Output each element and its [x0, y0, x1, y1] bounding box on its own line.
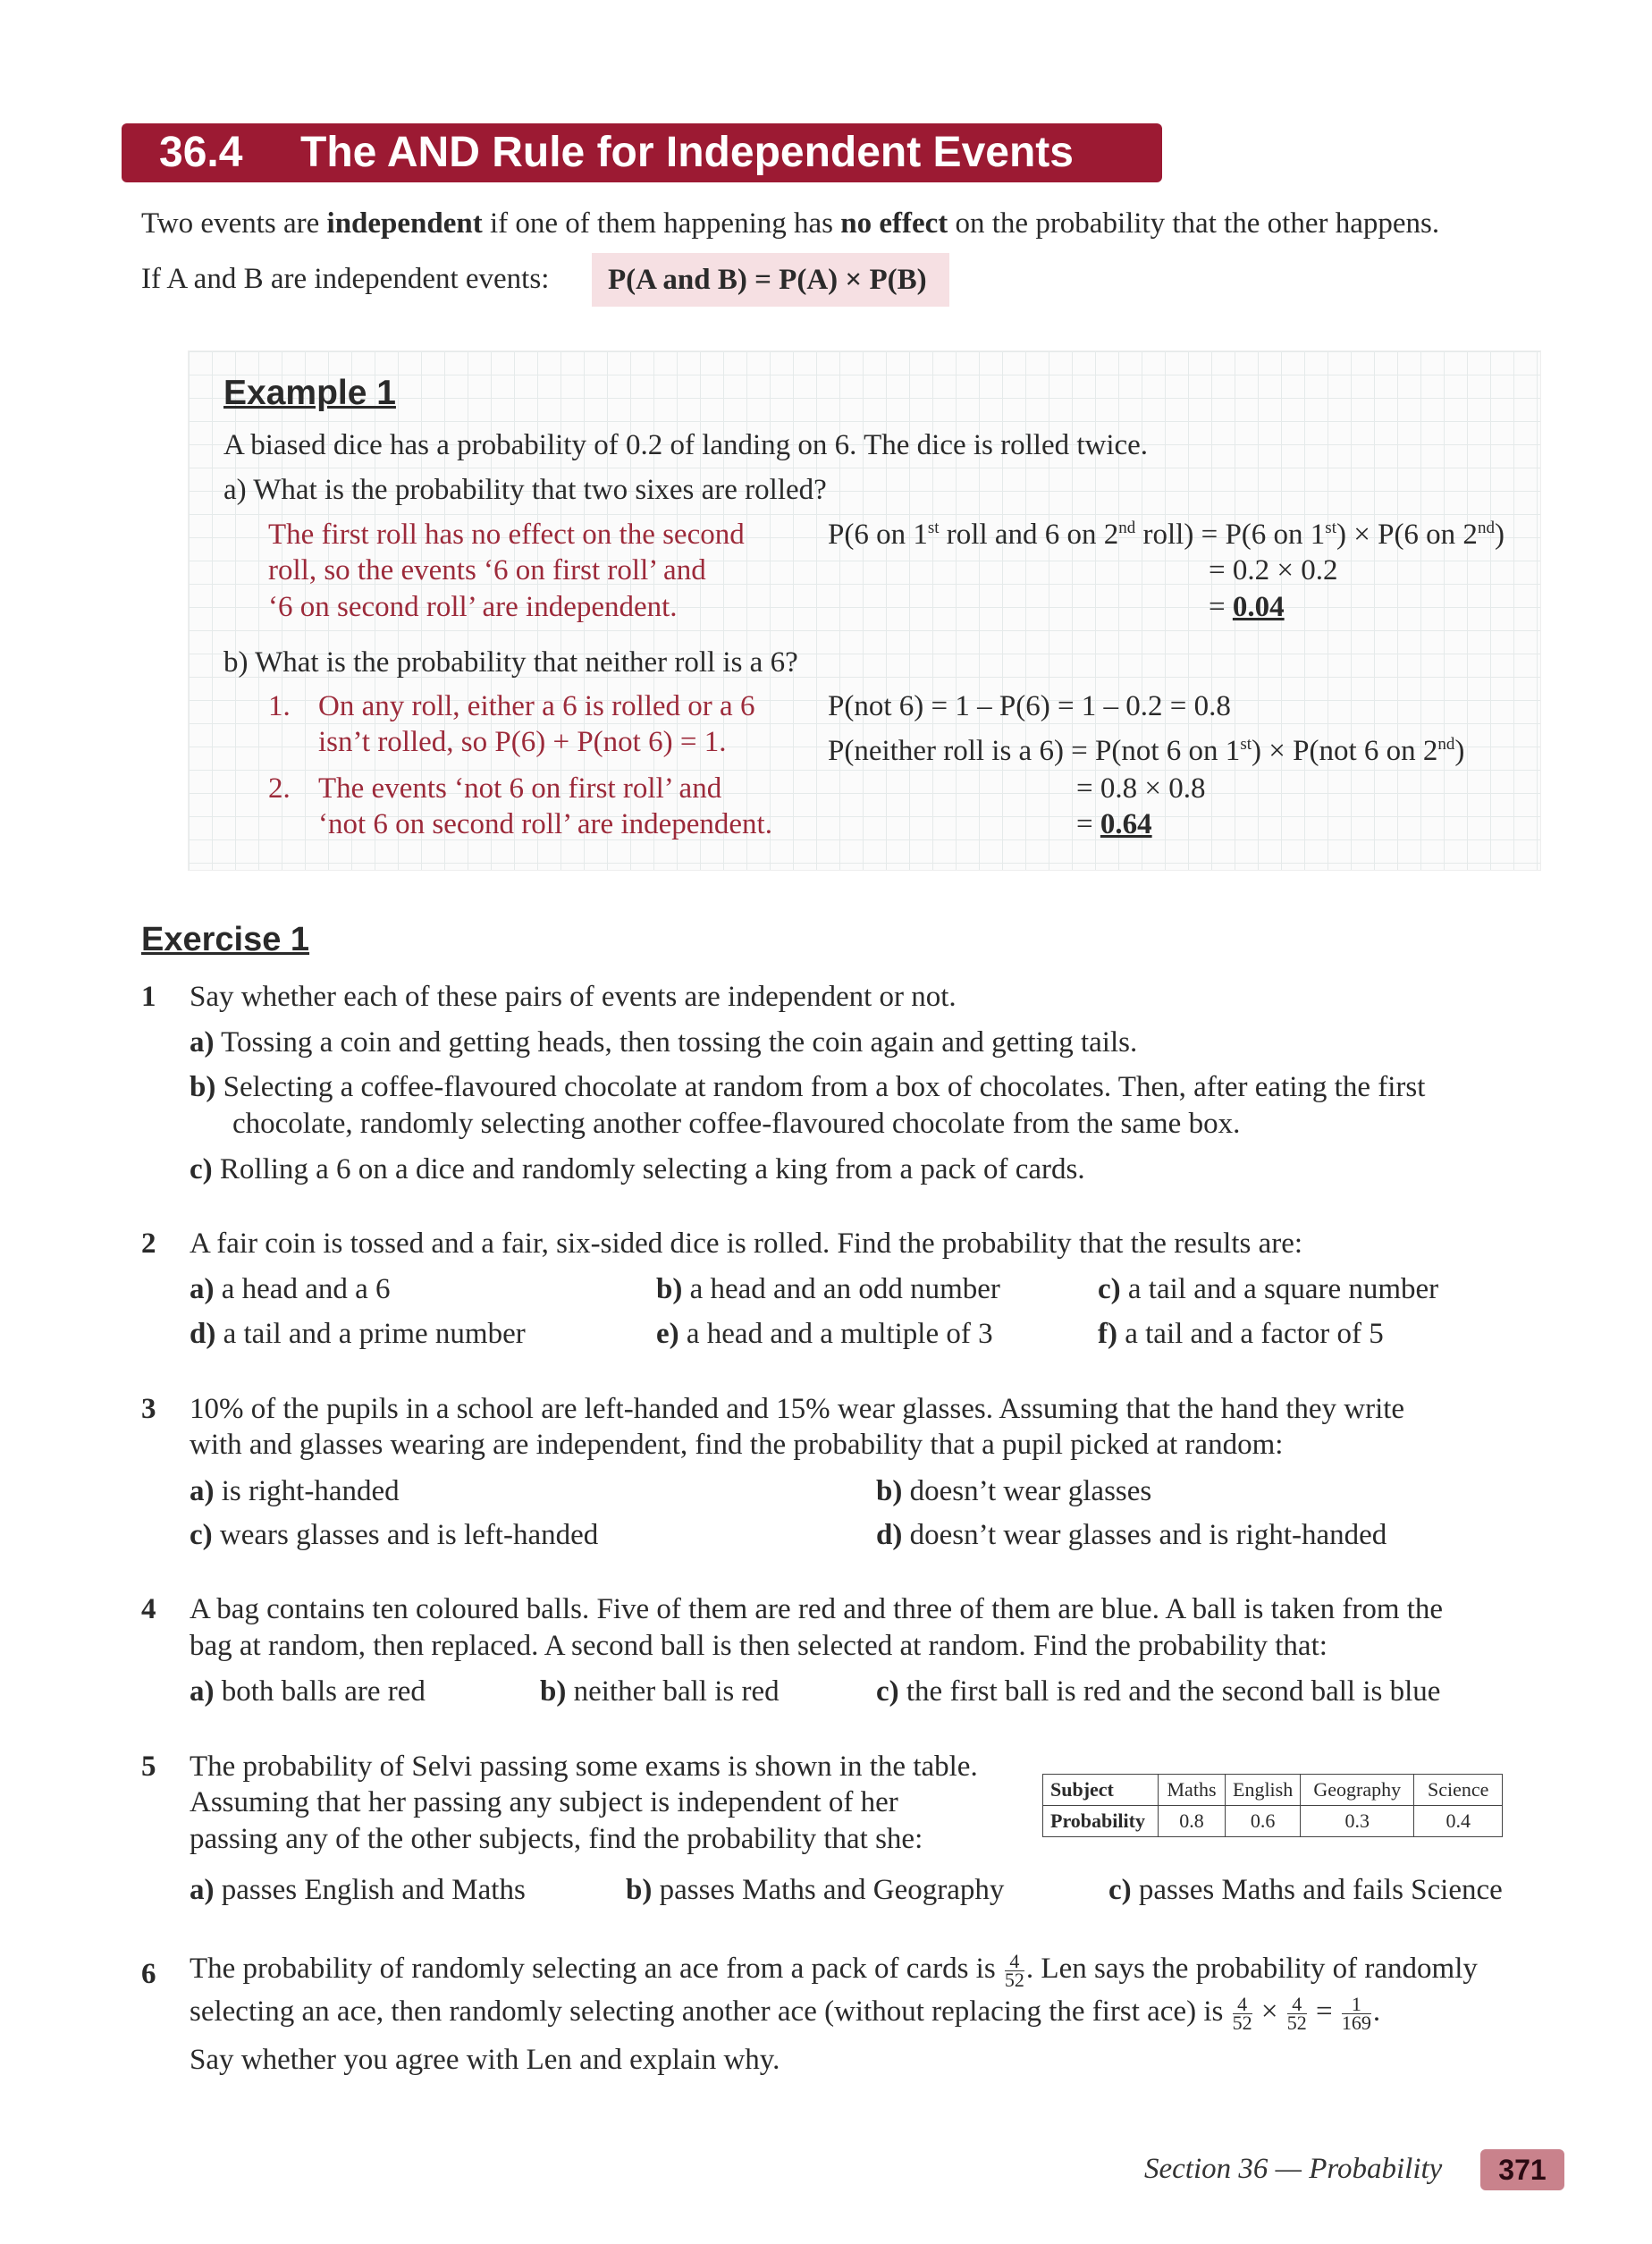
part-text: a tail and a square number: [1127, 1273, 1439, 1305]
question-3-text-2: with and glasses wearing are independent, find the probability that a pupil picked at random:: [190, 1429, 1284, 1461]
part-text: a tail and a prime number: [223, 1318, 526, 1350]
q6-text: .: [1372, 1995, 1381, 2029]
intro-bold-no-effect: no effect: [840, 207, 948, 240]
working-sup: nd: [1477, 519, 1495, 537]
part-text: is right-handed: [221, 1475, 400, 1507]
part-text: Tossing a coin and getting heads, then tossing the coin again and getting tails.: [221, 1026, 1138, 1059]
and-rule-formula: P(A and B) = P(A) × P(B): [592, 253, 949, 307]
fraction-numerator: 1: [1342, 1995, 1371, 2014]
page-number: 371: [1480, 2149, 1564, 2190]
example-a-note-line: roll, so the events ‘6 on first roll’ and: [268, 554, 706, 586]
working-text: ) × P(6 on 2: [1336, 519, 1478, 551]
working-sup: st: [1240, 735, 1252, 754]
part-text: a head and an odd number: [689, 1273, 1000, 1305]
question-1-part-b-cont: chocolate, randomly selecting another coffee-flavoured chocolate from the same box.: [232, 1108, 1241, 1140]
part-label: d): [190, 1318, 216, 1350]
question-4-text-2: bag at random, then replaced. A second ball is then selected at random. Find the probability that:: [190, 1630, 1328, 1662]
part-label: a): [190, 1026, 215, 1059]
part-label: a): [190, 1675, 215, 1708]
example-a-working-line-2: = 0.2 × 0.2: [1209, 554, 1338, 586]
question-4-part-c: [876, 1675, 1440, 1708]
question-4-text-1: A bag contains ten coloured balls. Five of them are red and three of them are blue. A ball is taken from the: [190, 1593, 1444, 1625]
table-cell: 0.6: [1226, 1806, 1301, 1837]
question-1-part-a: [190, 1026, 1137, 1059]
part-text: Selecting a coffee-flavoured chocolate at random from a box of chocolates. Then, after eating the first: [223, 1071, 1426, 1103]
fraction-denominator: 52: [1232, 2012, 1252, 2034]
example-a-working-line-3: [1209, 591, 1285, 624]
fraction: [1342, 1995, 1371, 2032]
intro-text: if one of them happening has: [482, 207, 841, 240]
example-b-note-line: The events ‘not 6 on first roll’ and: [318, 772, 722, 805]
working-text: ) × P(not 6 on 2: [1252, 735, 1438, 767]
table-cell: 0.3: [1301, 1806, 1414, 1837]
question-1-part-c: [190, 1153, 1085, 1186]
q6-text: selecting an ace, then randomly selecting another ace (without replacing the first ace) is: [190, 1995, 1231, 2029]
example-b-note-line: isn’t rolled, so P(6) + P(not 6) = 1.: [318, 726, 727, 758]
working-text: ): [1454, 735, 1465, 767]
question-2-text: A fair coin is tossed and a fair, six-sided dice is rolled. Find the probability that the results are:: [190, 1227, 1303, 1260]
working-text: roll) = P(6 on 1: [1135, 519, 1326, 551]
question-3-text-1: 10% of the pupils in a school are left-handed and 15% wear glasses. Assuming that the hand they write: [190, 1393, 1405, 1425]
working-text: P(neither roll is a 6) = P(not 6 on 1: [828, 735, 1241, 767]
fraction: [1233, 1995, 1252, 2032]
table-cell: Science: [1414, 1775, 1503, 1806]
intro-bold-independent: independent: [326, 207, 483, 240]
part-text: passes Maths and fails Science: [1138, 1874, 1503, 1906]
footer-section-label: Section 36 — Probability: [1144, 2153, 1443, 2185]
table-cell: 0.4: [1414, 1806, 1503, 1837]
question-2-part-d: [190, 1318, 526, 1351]
equals-sign: =: [1315, 1995, 1333, 2029]
question-3-part-a: [190, 1475, 400, 1508]
section-banner: [122, 123, 1162, 182]
question-5-part-b: [626, 1874, 1004, 1907]
intro-line-2: If A and B are independent events:: [141, 263, 550, 295]
table-cell: Maths: [1159, 1775, 1226, 1806]
table-cell: Geography: [1301, 1775, 1414, 1806]
working-eq: =: [1076, 808, 1100, 840]
example-question-a: a) What is the probability that two sixes are rolled?: [223, 474, 827, 506]
table-header-cell: Subject: [1043, 1775, 1159, 1806]
fraction-denominator: 52: [1004, 1969, 1024, 1991]
working-sup: st: [1325, 519, 1336, 537]
exam-probability-table: [1042, 1774, 1503, 1837]
example-a-note-line: ‘6 on second roll’ are independent.: [268, 591, 678, 623]
table-row: [1043, 1806, 1503, 1837]
part-text: doesn’t wear glasses and is right-handed: [909, 1519, 1387, 1551]
working-eq: =: [1209, 591, 1233, 623]
part-label: f): [1098, 1318, 1117, 1350]
question-4-part-a: [190, 1675, 426, 1708]
example-a-answer: 0.04: [1232, 591, 1285, 623]
example-a-note-line: The first roll has no effect on the second: [268, 519, 745, 551]
question-5-text-1: The probability of Selvi passing some exams is shown in the table.: [190, 1750, 978, 1783]
part-label: e): [656, 1318, 679, 1350]
part-label: c): [190, 1153, 213, 1185]
table-cell: 0.8: [1159, 1806, 1226, 1837]
part-text: doesn’t wear glasses: [909, 1475, 1152, 1507]
part-label: c): [876, 1675, 899, 1708]
question-5-part-a: [190, 1874, 526, 1907]
question-2-part-c: [1098, 1273, 1438, 1306]
part-label: a): [190, 1273, 215, 1305]
working-sup: nd: [1437, 735, 1455, 754]
example-intro: A biased dice has a probability of 0.2 of landing on 6. The dice is rolled twice.: [223, 429, 1149, 461]
section-number: 36.4: [159, 129, 243, 176]
fraction: [1004, 1950, 1024, 1991]
question-2-part-e: [656, 1318, 993, 1351]
question-number: 2: [141, 1227, 156, 1260]
part-label: c): [1108, 1874, 1132, 1906]
question-5-part-c: [1108, 1874, 1503, 1907]
exercise-title: Exercise 1: [141, 921, 310, 958]
question-number: 6: [141, 1958, 156, 1990]
example-b-note-line: On any roll, either a 6 is rolled or a 6: [318, 690, 755, 722]
fraction-numerator: 4: [1005, 1953, 1024, 1971]
example-a-working-line-1: [828, 519, 1504, 552]
question-3-part-b: [876, 1475, 1151, 1508]
example-b-working-line-1: P(not 6) = 1 – P(6) = 1 – 0.2 = 0.8: [828, 690, 1231, 722]
example-b-working-line-2: [828, 735, 1464, 768]
question-6-text-1: [190, 1950, 1478, 1991]
part-label: b): [656, 1273, 683, 1305]
question-5-text-3: passing any of the other subjects, find the probability that she:: [190, 1823, 923, 1855]
part-label: a): [190, 1475, 215, 1507]
example-title: Example 1: [223, 374, 396, 412]
question-2-part-a: [190, 1273, 391, 1306]
times-sign: ×: [1260, 1995, 1278, 2029]
table-row: [1043, 1775, 1503, 1806]
intro-text: Two events are: [141, 207, 327, 240]
part-label: b): [190, 1071, 216, 1103]
part-label: d): [876, 1519, 903, 1551]
question-1-text: Say whether each of these pairs of events are independent or not.: [190, 981, 957, 1013]
part-text: the first ball is red and the second ball is blue: [906, 1675, 1441, 1708]
question-3-part-c: [190, 1519, 598, 1552]
working-text: ): [1494, 519, 1504, 551]
question-number: 3: [141, 1393, 156, 1425]
part-text: a head and a 6: [221, 1273, 391, 1305]
part-text: Rolling a 6 on a dice and randomly selecting a king from a pack of cards.: [219, 1153, 1085, 1185]
question-6-text-3: Say whether you agree with Len and explain why.: [190, 2044, 780, 2076]
intro-line-1: [141, 207, 1439, 240]
question-5-text-2: Assuming that her passing any subject is independent of her: [190, 1786, 898, 1818]
question-3-part-d: [876, 1519, 1386, 1552]
working-sup: st: [927, 519, 940, 537]
working-text: roll and 6 on 2: [939, 519, 1119, 551]
example-b-working-line-3: = 0.8 × 0.8: [1076, 772, 1206, 805]
example-b-working-line-4: [1076, 808, 1152, 841]
working-text: P(6 on 1: [828, 519, 928, 551]
part-text: passes Maths and Geography: [659, 1874, 1005, 1906]
q6-text: . Len says the probability of randomly: [1025, 1953, 1478, 1986]
fraction-numerator: 4: [1233, 1995, 1252, 2014]
part-text: neither ball is red: [573, 1675, 780, 1708]
part-label: a): [190, 1874, 215, 1906]
question-2-part-b: [656, 1273, 1000, 1306]
fraction-denominator: 52: [1286, 2012, 1307, 2034]
question-2-part-f: [1098, 1318, 1384, 1351]
part-text: both balls are red: [221, 1675, 426, 1708]
part-label: c): [1098, 1273, 1121, 1305]
question-6-text-2: [190, 1995, 1380, 2032]
question-number: 5: [141, 1750, 156, 1783]
question-number: 1: [141, 981, 156, 1013]
example-b-note-line: ‘not 6 on second roll’ are independent.: [318, 808, 772, 840]
fraction-numerator: 4: [1287, 1995, 1307, 2014]
q6-text: The probability of randomly selecting an ace from a pack of cards is: [190, 1953, 1003, 1986]
part-text: wears glasses and is left-handed: [219, 1519, 599, 1551]
example-b-note-1-num: 1.: [268, 690, 291, 722]
example-b-answer: 0.64: [1100, 808, 1152, 840]
part-label: c): [190, 1519, 213, 1551]
part-label: b): [540, 1675, 567, 1708]
part-label: b): [876, 1475, 903, 1507]
fraction: [1287, 1995, 1307, 2032]
table-header-cell: Probability: [1043, 1806, 1159, 1837]
example-question-b: b) What is the probability that neither roll is a 6?: [223, 646, 798, 679]
fraction-denominator: 169: [1341, 2012, 1371, 2034]
part-text: passes English and Maths: [221, 1874, 526, 1906]
table-cell: English: [1226, 1775, 1301, 1806]
question-1-part-b: [190, 1071, 1425, 1104]
part-text: a tail and a factor of 5: [1125, 1318, 1384, 1350]
example-b-note-2-num: 2.: [268, 772, 291, 805]
intro-text: on the probability that the other happens.: [948, 207, 1440, 240]
question-4-part-b: [540, 1675, 780, 1708]
question-number: 4: [141, 1593, 156, 1625]
section-title: The AND Rule for Independent Events: [300, 129, 1074, 176]
part-label: b): [626, 1874, 653, 1906]
working-sup: nd: [1118, 519, 1136, 537]
part-text: a head and a multiple of 3: [686, 1318, 993, 1350]
